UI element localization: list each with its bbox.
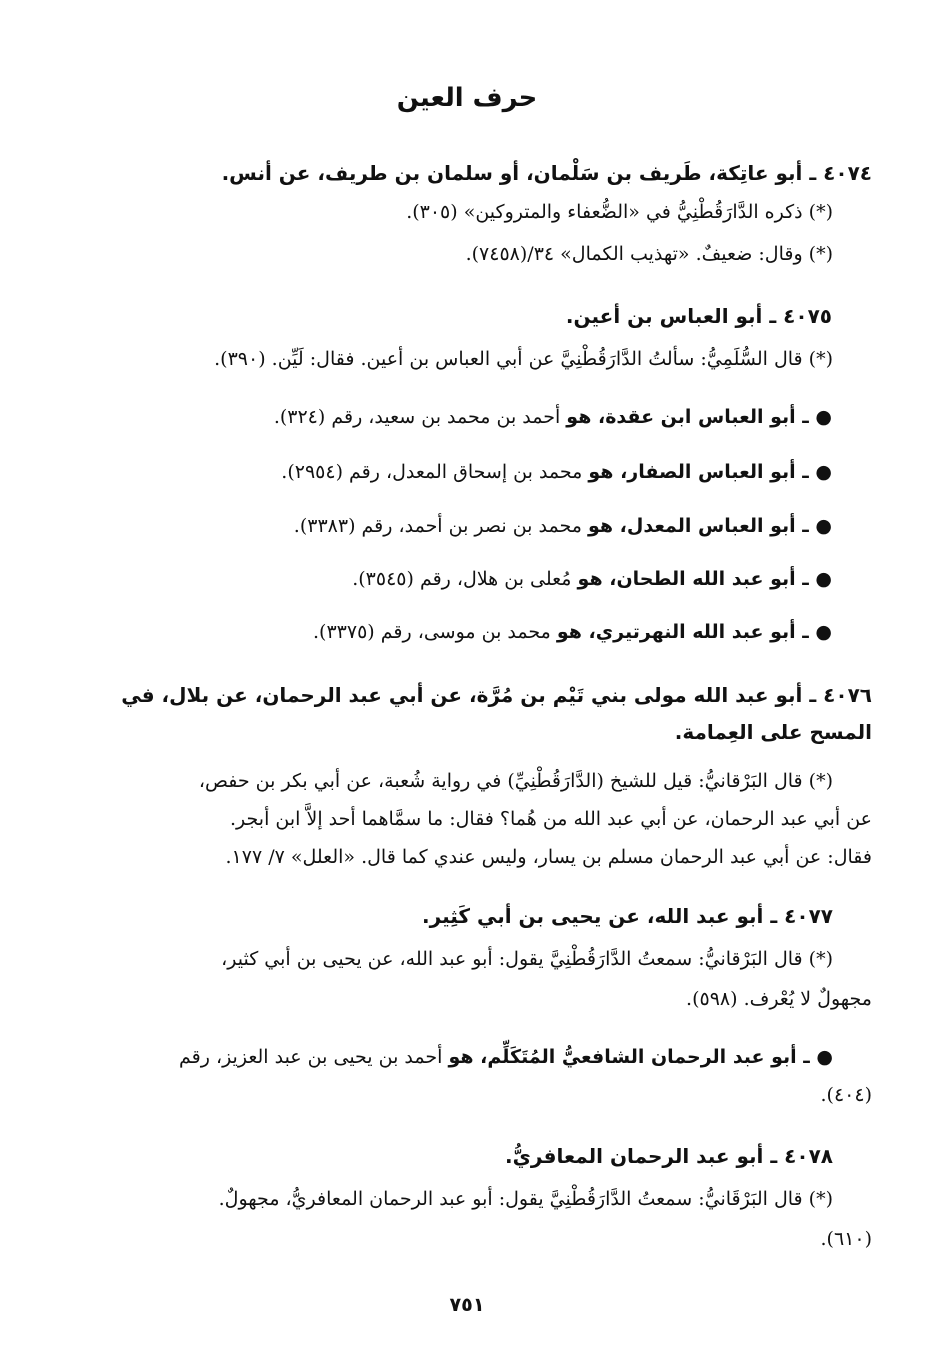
entry-heading-4077: ٤٠٧٧ ـ أبو عبد الله، عن يحيى بن أبي كَثِير. <box>422 904 833 928</box>
cross-reference-rest: أحمد بن يحيى بن عبد العزيز، رقم <box>179 1046 449 1068</box>
cross-reference-rest: محمد بن نصر بن أحمد، رقم (٣٣٨٣). <box>293 515 588 537</box>
entry-heading-4078: ٤٠٧٨ ـ أبو عبد الرحمان المعافريُّ. <box>504 1144 833 1168</box>
cross-reference-rest: أحمد بن محمد بن سعيد، رقم (٣٢٤). <box>273 406 567 428</box>
page-number: ٧٥١ <box>449 1293 485 1316</box>
note-line: (*) قال البَرْقَانيُّ: سمعتُ الدَّارَقُطْنِيَّ يقول: أبو عبد الرحمان المعافريُّ، مجهولٌ. <box>218 1188 833 1210</box>
cross-reference-bold: ● ـ أبو عبد الله الطحان، هو <box>577 568 832 590</box>
entry-heading-4076: ٤٠٧٦ ـ أبو عبد الله مولى بني تَيْم بن مُرَّة، عن أبي عبد الرحمان، عن بلال، في <box>121 683 872 707</box>
cross-reference-rest: مُعلى بن هلال، رقم (٣٥٤٥). <box>352 568 578 590</box>
cross-reference-item <box>352 570 832 589</box>
note-line: (*) قال البَرْقانيُّ: قيل للشيخ (الدَّارَقُطْنِيِّ) في رواية شُعبة، عن أبي بكر بن حفص، <box>198 770 833 792</box>
note-line: مجهولٌ لا يُعْرف. (٥٩٨). <box>686 988 872 1010</box>
entry-heading-4075: ٤٠٧٥ ـ أبو العباس بن أعين. <box>565 304 832 328</box>
note-line: (*) وقال: ضعيفٌ. «تهذيب الكمال» ٣٤/(٧٤٥٨). <box>465 243 833 265</box>
note-line: (٦١٠). <box>820 1228 872 1250</box>
cross-reference-rest: محمد بن إسحاق المعدل، رقم (٢٩٥٤). <box>281 461 589 483</box>
note-line: (*) قال السُّلَمِيُّ: سألتُ الدَّارَقُطْنِيَّ عن أبي العباس بن أعين. فقال: لَيِّن. (٣٩٠). <box>214 348 833 370</box>
cross-reference-item <box>313 623 832 642</box>
cross-reference-rest: محمد بن موسى، رقم (٣٣٧٥). <box>313 621 557 643</box>
note-line: (*) ذكره الدَّارَقُطْنِيُّ في «الضُّعفاء والمتروكين» (٣٠٥). <box>406 201 833 223</box>
cross-reference-bold: ● ـ أبو عبد الله النهرتيري، هو <box>556 621 832 643</box>
cross-reference-item <box>179 1048 833 1067</box>
note-line: فقال: عن أبي عبد الرحمان مسلم بن يسار، وليس عندي كما قال. «العلل» ٧/ ١٧٧. <box>225 846 872 868</box>
cross-reference-item <box>274 408 832 427</box>
entry-heading-4074: ٤٠٧٤ ـ أبو عاتِكة، طَريف بن سَلْمان، أو سلمان بن طريف، عن أنس. <box>221 161 872 185</box>
cross-reference-bold: ● ـ أبو العباس المعدل، هو <box>587 515 832 537</box>
note-line: (٤٠٤). <box>820 1084 872 1106</box>
entry-heading-continuation: المسح على العِمامة. <box>674 720 872 744</box>
cross-reference-item <box>281 463 832 482</box>
cross-reference-bold: ● ـ أبو العباس ابن عقدة، هو <box>566 406 832 428</box>
note-line: (*) قال البَرْقانيُّ: سمعتُ الدَّارَقُطْنِيَّ يقول: أبو عبد الله، عن يحيى بن أبي كثير، <box>221 948 833 970</box>
cross-reference-bold: ● ـ أبو العباس الصفار، هو <box>588 461 832 483</box>
cross-reference-item <box>294 517 832 536</box>
cross-reference-bold: ● ـ أبو عبد الرحمان الشافعيُّ المُتَكَلِّم، هو <box>448 1046 833 1068</box>
page-title: حرف العين <box>396 83 538 113</box>
note-line: عن أبي عبد الرحمان، عن أبي عبد الله من هُما؟ فقال: ما سمَّاهما أحد إلاَّ ابن أبجر. <box>230 808 872 830</box>
